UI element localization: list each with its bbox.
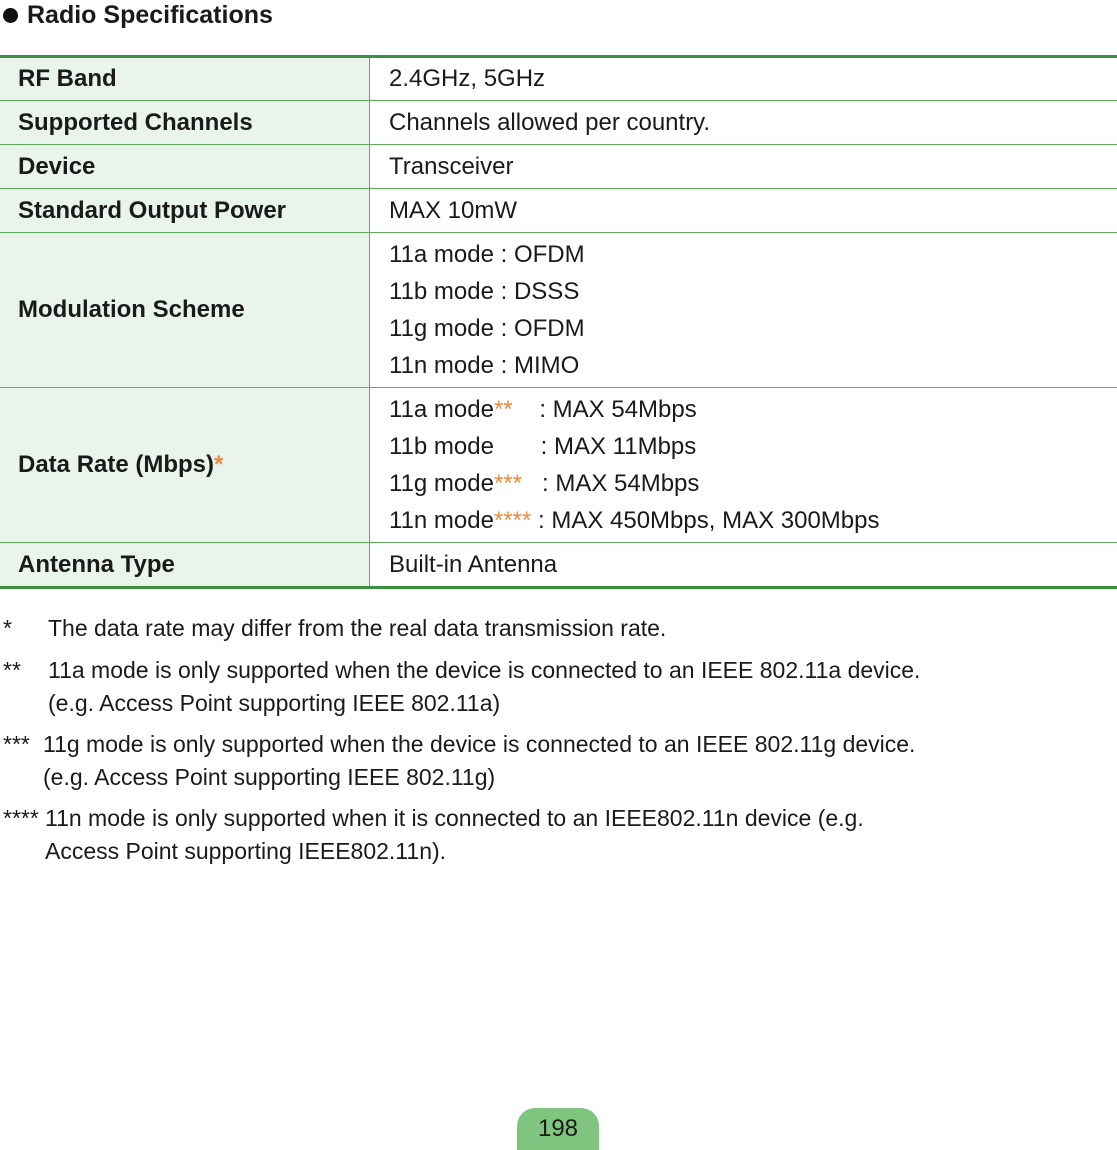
row-value: MAX 10mW xyxy=(370,189,1117,233)
footnotes xyxy=(3,612,1113,868)
footnote-text: 11a mode is only supported when the device is connected to an IEEE 802.11a device. xyxy=(3,654,1113,687)
modulation-line: 11g mode : OFDM xyxy=(389,310,1117,347)
data-rate-line xyxy=(389,502,1117,539)
footnote xyxy=(3,654,1113,720)
mode-name: 11n mode xyxy=(389,507,494,534)
row-label: Device xyxy=(0,145,370,189)
mode-name: 11g mode xyxy=(389,470,494,497)
mode-name: 11b mode xyxy=(389,433,494,460)
row-label: Modulation Scheme xyxy=(0,233,370,388)
table-row xyxy=(0,57,1117,101)
footnote xyxy=(3,728,1113,794)
radio-spec-table xyxy=(0,55,1117,589)
footnote-mark: ** xyxy=(3,654,21,687)
table-row xyxy=(0,101,1117,145)
footnote-text: Access Point supporting IEEE802.11n). xyxy=(3,835,1113,868)
data-rate-line xyxy=(389,428,1117,465)
modulation-line: 11b mode : DSSS xyxy=(389,273,1117,310)
table-row xyxy=(0,388,1117,543)
page-number: 198 xyxy=(517,1108,599,1150)
modulation-line: 11n mode : MIMO xyxy=(389,347,1117,384)
row-label: Antenna Type xyxy=(0,543,370,588)
row-label-text: Data Rate (Mbps) xyxy=(18,451,214,478)
table-row xyxy=(0,145,1117,189)
row-label xyxy=(0,388,370,543)
row-value: Transceiver xyxy=(370,145,1117,189)
data-rate-line xyxy=(389,465,1117,502)
rate-value: : MAX 11Mbps xyxy=(494,433,696,460)
footnote-text: 11g mode is only supported when the device is connected to an IEEE 802.11g device. xyxy=(3,728,1113,761)
table-row xyxy=(0,189,1117,233)
row-label: Standard Output Power xyxy=(0,189,370,233)
row-value: Built-in Antenna xyxy=(370,543,1117,588)
footnote-mark: **** xyxy=(494,507,531,534)
footnote-mark: ** xyxy=(494,396,513,423)
footnote xyxy=(3,802,1113,868)
mode-name: 11a mode xyxy=(389,396,494,423)
rate-value: : MAX 450Mbps, MAX 300Mbps xyxy=(531,507,879,534)
footnote-mark: * xyxy=(214,451,223,478)
footnote-text: (e.g. Access Point supporting IEEE 802.11a) xyxy=(3,687,1113,720)
footnote-mark: *** xyxy=(3,728,30,761)
table-row xyxy=(0,543,1117,588)
rate-value: : MAX 54Mbps xyxy=(522,470,699,497)
footnote-text: (e.g. Access Point supporting IEEE 802.11g) xyxy=(3,761,1113,794)
row-value-list xyxy=(370,388,1117,543)
section-title: Radio Specifications xyxy=(27,1,273,30)
row-value-list xyxy=(370,233,1117,388)
footnote-text: The data rate may differ from the real data transmission rate. xyxy=(3,612,1113,645)
footnote-mark: **** xyxy=(3,802,39,835)
footnote xyxy=(3,612,1113,645)
modulation-line: 11a mode : OFDM xyxy=(389,236,1117,273)
row-value: 2.4GHz, 5GHz xyxy=(370,57,1117,101)
row-label: Supported Channels xyxy=(0,101,370,145)
row-label: RF Band xyxy=(0,57,370,101)
bullet-icon xyxy=(3,8,18,23)
row-value: Channels allowed per country. xyxy=(370,101,1117,145)
footnote-text: 11n mode is only supported when it is connected to an IEEE802.11n device (e.g. xyxy=(3,802,1113,835)
rate-value: : MAX 54Mbps xyxy=(513,396,697,423)
table-row xyxy=(0,233,1117,388)
footnote-mark: *** xyxy=(494,470,522,497)
footnote-mark: * xyxy=(3,612,12,645)
section-heading xyxy=(3,0,273,30)
data-rate-line xyxy=(389,391,1117,428)
